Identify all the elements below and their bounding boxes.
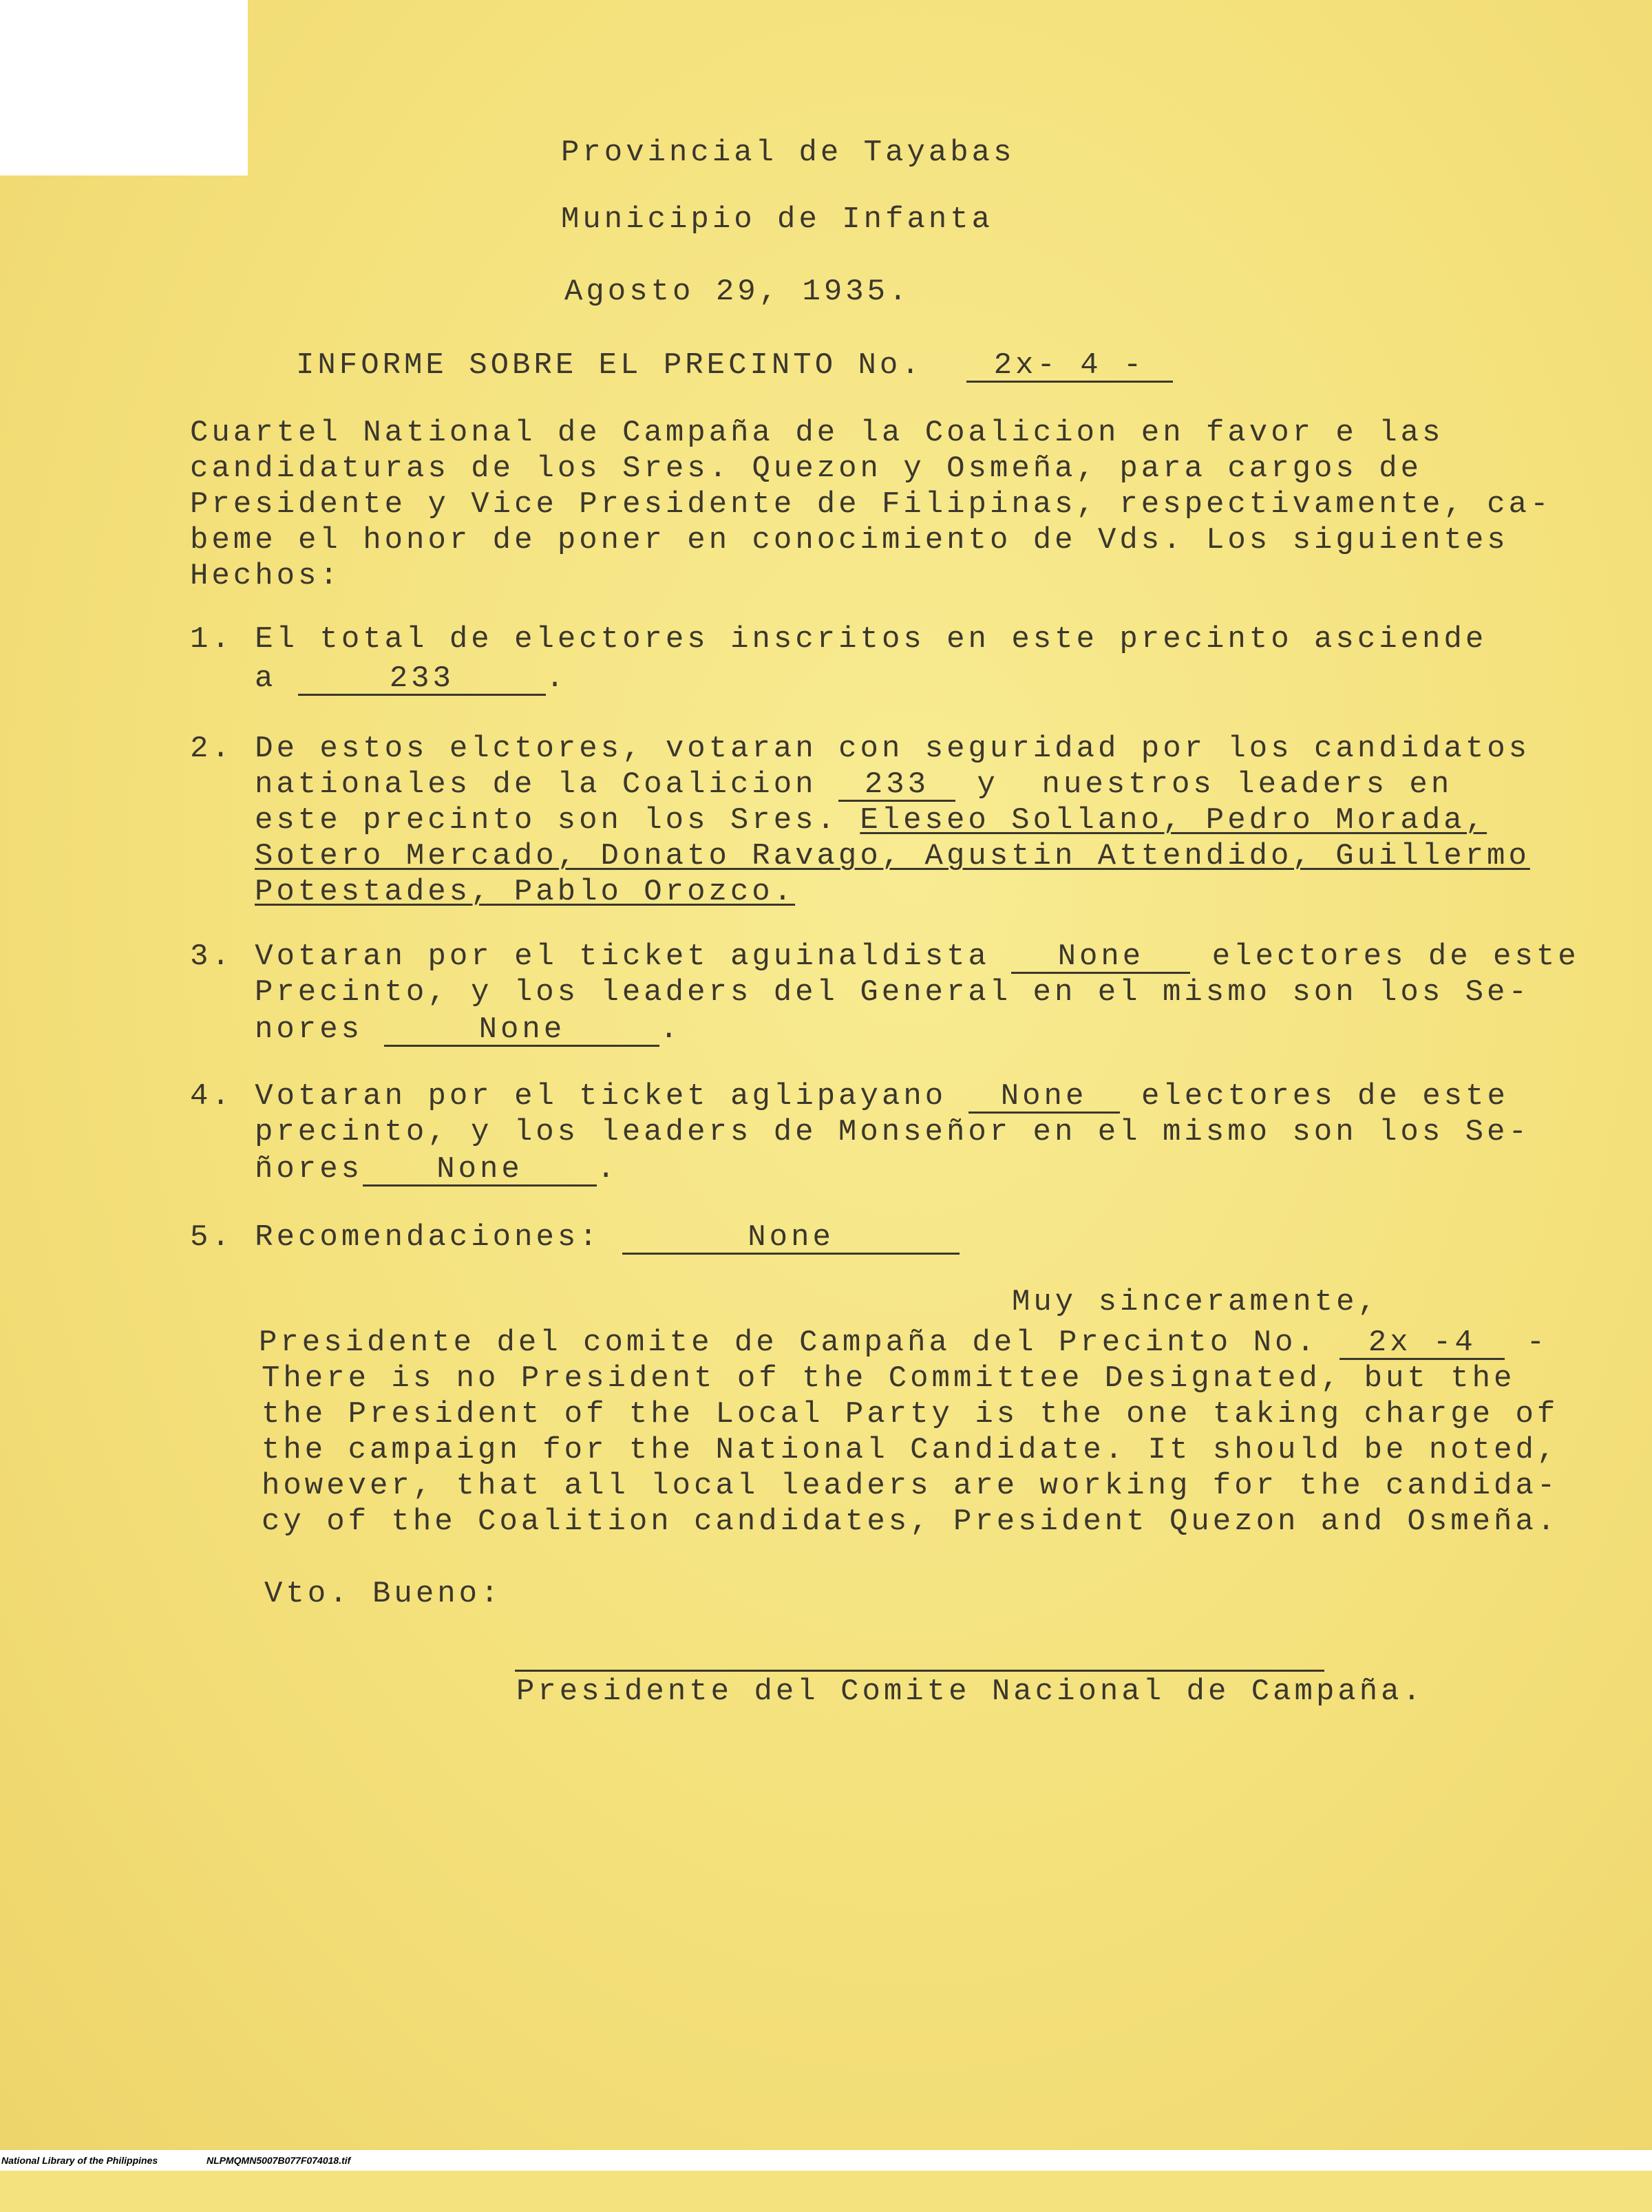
signature-line [515,1670,1324,1672]
salutation: Muy sinceramente, [1012,1285,1379,1319]
province-heading: Provincial de Tayabas [561,136,1015,170]
item3-text-d: nores [255,1012,363,1047]
item3-count: None [1011,942,1190,974]
item3-line-3: nores None . [255,1012,681,1047]
item2-text-b1: nationales de la Coalicion [255,767,817,802]
item2-text-c: este precinto son los Sres. [255,803,838,838]
president-line-text: Presidente del comite de Campaña del Precinto No. [259,1326,1318,1360]
item2-count: 233 [838,769,955,802]
report-title [296,348,1173,383]
approval-label: Vto. Bueno: [264,1577,502,1611]
item4-text-a: 4. Votaran por el ticket aglipayano [190,1079,947,1114]
signature-title: Presidente del Comite Nacional de Campaña. [516,1674,1424,1709]
footer-library: National Library of the Philippines [1,2155,158,2166]
item4-text-b: electores de este [1141,1079,1509,1114]
item2-line-3 [255,802,1487,838]
intro-line-5: Hechos: [190,559,341,593]
intro-line-1: Cuartel National de Campaña de la Coalicion en favor e las [190,416,1444,450]
item3-text-b: electores de este [1211,939,1580,974]
intro-line-2: candidaturas de los Sres. Quezon y Osmeña, para cargos de [190,451,1423,486]
item3-line-1 [190,939,1580,975]
report-title-text: INFORME SOBRE EL PRECINTO No. [296,348,923,383]
item4-line-3: ñores None . [255,1152,619,1187]
item4-leaders: None [363,1154,597,1187]
item4-line-1 [190,1078,1509,1114]
note-line-2: the President of the Local Party is the one taking charge of [262,1397,1559,1432]
intro-line-3: Presidente y Vice Presidente de Filipinas, respectivamente, ca- [190,487,1552,522]
intro-line-4: beme el honor de poner en conocimiento de Vds. Los siguientes [190,523,1509,557]
item2-leaders-3: Potestades, Pablo Orozco. [255,875,796,909]
item5-value: None [622,1222,960,1255]
note-line-5: cy of the Coalition candidates, President Quezon and Osmeña. [262,1504,1559,1539]
note-line-4: however, that all local leaders are working for the candida- [262,1469,1559,1503]
item5-line [190,1220,960,1255]
item3-line-2: Precinto, y los leaders del General en el mismo son los Se- [255,975,1530,1010]
precinct-number: 2x- 4 - [966,350,1173,383]
date-heading: Agosto 29, 1935. [564,275,911,309]
item2-line-1: 2. De estos elctores, votaran con seguridad por los candidatos [190,732,1531,766]
municipality-heading: Municipio de Infanta [561,202,994,237]
item4-line-2: precinto, y los leaders de Monseñor en el mismo son los Se- [255,1115,1530,1149]
item2-line-2 [255,767,1452,802]
item1-prefix: a [255,661,277,696]
scan-footer [0,2150,1652,2171]
item4-text-d: ñores [255,1152,363,1187]
note-line-1: There is no President of the Committee Designated, but the [262,1361,1516,1396]
note-line-3: the campaign for the National Candidate. It should be noted, [262,1433,1559,1467]
item1-line-1: 1. El total de electores inscritos en este precinto asciende [190,622,1487,657]
item2-text-b2: y nuestros leaders en [977,767,1453,802]
item2-leaders-1: Eleseo Sollano, Pedro Morada, [860,803,1487,838]
scan-corner-patch [0,0,248,176]
president-line: Presidente del comite de Campaña del Precinto No. 2x -4 - [259,1326,1549,1360]
item4-count: None [968,1081,1120,1114]
item2-leaders-2: Sotero Mercado, Donato Ravago, Agustin Attendido, Guillermo [255,839,1530,873]
item1-total: 233 [298,663,546,696]
item1-line-2: a 233 . [255,661,568,696]
footer-file-id: NLPMQMN5007B077F074018.tif [206,2155,351,2166]
item3-text-a: 3. Votaran por el ticket aguinaldista [190,939,990,974]
closing-precinct-number: 2x -4 [1339,1328,1505,1360]
item5-label: 5. Recomendaciones: [190,1220,601,1255]
item3-leaders: None [384,1014,659,1047]
